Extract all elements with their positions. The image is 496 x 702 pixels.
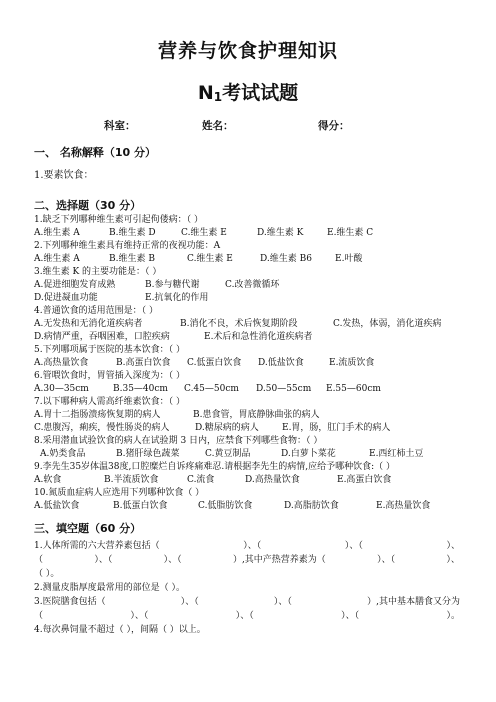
fill-question-1-line-2: （ ）、（ ）、（ ）,其中产热营养素为（ ）、（ ）、 <box>34 555 460 565</box>
q2-option: B.维生素 B <box>109 254 155 264</box>
q8-option: E.西红柿土豆 <box>369 449 424 459</box>
question-6: 6.管喂饮食时，胃管插入深度为：（ ） <box>34 371 185 381</box>
q6-option: E.55—60cm <box>326 384 381 394</box>
q1-option: A.维生素 A <box>34 228 80 238</box>
q5-option: D.低盐饮食 <box>258 358 304 368</box>
section-definitions: 一、 名称解释（10 分） <box>34 146 156 159</box>
question-5: 5.下列哪项属于医院的基本饮食：（ ） <box>34 345 185 355</box>
q5-option: E.流质饮食 <box>329 358 375 368</box>
q10-option: D.高脂肪饮食 <box>284 501 339 511</box>
dept-label: 科室： <box>104 120 136 132</box>
q3-option: B.参与糖代谢 <box>145 280 200 290</box>
section-fill-in: 三、填空题（60 分） <box>34 522 142 535</box>
q8-option: C.黄豆制品 <box>205 449 251 459</box>
question-1: 1.缺乏下列哪种维生素可引起佝偻病：（ ） <box>34 215 203 225</box>
q7-option: D.糖尿病的病人 <box>195 423 259 433</box>
question-9: 9.李先生35岁体温38度,口腔糜烂自诉疼痛难忍.请根据李先生的病情,应给予哪种饮食:（ ） <box>34 462 395 472</box>
name-label: 姓名： <box>202 120 234 132</box>
q3-option: A.促进细胞发育成熟 <box>34 280 116 290</box>
fill-question-3-line-2: （ ）、（ ）、（ ）、（ ）。 <box>34 611 460 621</box>
q9-option: A.软食 <box>34 475 62 485</box>
q3-option: E.抗氧化的作用 <box>145 293 209 303</box>
q4-option: A.无发热和无消化道疾病者 <box>34 319 143 329</box>
q7-option: A.胃十二指肠溃疡恢复期的病人 <box>34 410 161 420</box>
q8-option: D.白萝卜菜花 <box>281 449 336 459</box>
q4-option: E.术后和急性消化道疾病者 <box>204 332 313 342</box>
q2-option: C.维生素 E <box>187 254 233 264</box>
q5-option: B.高蛋白饮食 <box>116 358 171 368</box>
q9-option: D.高热量饮食 <box>245 475 300 485</box>
q6-option: B.35—40cm <box>113 384 168 394</box>
fill-question-1-line-1: 1.人体所需的六大营养素包括（ ）、（ ）、（ ）、 <box>34 541 460 551</box>
question-3: 3.维生素 K 的主要功能是：（ ） <box>34 267 162 277</box>
fill-question-3-line-1: 3.医院膳食包括（ ）、（ ）、（ ）,其中基本膳食又分为 <box>34 597 460 607</box>
q6-option: C.45—50cm <box>184 384 239 394</box>
q10-option: C.低脂肪饮食 <box>198 501 253 511</box>
q2-option: D.维生素 B6 <box>260 254 312 264</box>
q3-option: D.促进凝血功能 <box>34 293 98 303</box>
q7-option: E.胃，肠，肛门手术的病人 <box>282 423 391 433</box>
q6-option: D.50—55cm <box>256 384 312 394</box>
q4-option: B.消化不良，术后恢复期阶段 <box>180 319 298 329</box>
q7-option: C.患腹泻，痢疾，慢性肠炎的病人 <box>34 423 170 433</box>
q10-option: E.高热量饮食 <box>376 501 431 511</box>
q4-option: D.病情严重，吞咽困难，口腔疾病 <box>34 332 170 342</box>
score-label: 得分： <box>318 120 350 132</box>
document-title: 营养与饮食护理知识 <box>157 40 338 62</box>
q4-option: C.发热，体弱，消化道疾病 <box>333 319 442 329</box>
q5-option: A.高热量饮食 <box>34 358 89 368</box>
q1-option: B.维生素 D <box>109 228 156 238</box>
q10-option: B.低蛋白饮食 <box>113 501 168 511</box>
q8-option: B.猪肝绿色蔬菜 <box>116 449 180 459</box>
q6-option: A.30—35cm <box>34 384 89 394</box>
q1-option: D.维生素 K <box>257 228 304 238</box>
q7-option: B.患食管，胃底静脉曲张的病人 <box>193 410 320 420</box>
question-8: 8.采用潜血试验饮食的病人在试验期 3 日内，应禁食下列哪些食物：（ ） <box>34 436 323 446</box>
q9-option: E.高蛋白饮食 <box>337 475 392 485</box>
question-4: 4.普通饮食的适用范围是：（ ） <box>34 306 158 316</box>
q5-option: C.低蛋白饮食 <box>187 358 242 368</box>
definition-item-1: 1.要素饮食： <box>34 170 94 181</box>
document-subtitle: $N_1$考试试题 <box>197 82 299 104</box>
q1-option: E.维生素 C <box>327 228 374 238</box>
q10-option: A.低盐饮食 <box>34 501 80 511</box>
q1-option: C.维生素 E <box>181 228 227 238</box>
q2-option: E.叶酸 <box>335 254 363 264</box>
q3-option: C.改善微循环 <box>225 280 280 290</box>
question-7: 7.以下哪种病人需高纤维素饮食：（ ） <box>34 397 185 407</box>
q2-option: A.维生素 A <box>34 254 80 264</box>
fill-question-1-line-3: （ ）。 <box>34 569 60 579</box>
fill-question-4: 4.每次鼻饲量不超过（ ），间隔（ ）以上。 <box>34 625 206 635</box>
fill-question-2: 2.测量皮脂厚度最常用的部位是（ ）。 <box>34 583 185 593</box>
q9-option: C.流食 <box>187 475 215 485</box>
q8-option: A.奶类食品 <box>40 449 86 459</box>
q9-option: B.半流质饮食 <box>104 475 159 485</box>
section-choice: 二、选择题（30 分） <box>34 199 142 212</box>
question-2: 2.下列哪种维生素具有维持正常的夜视功能：A <box>34 241 221 251</box>
question-10: 10.氮质血症病人应选用下列哪种饮食（ ） <box>34 488 205 498</box>
